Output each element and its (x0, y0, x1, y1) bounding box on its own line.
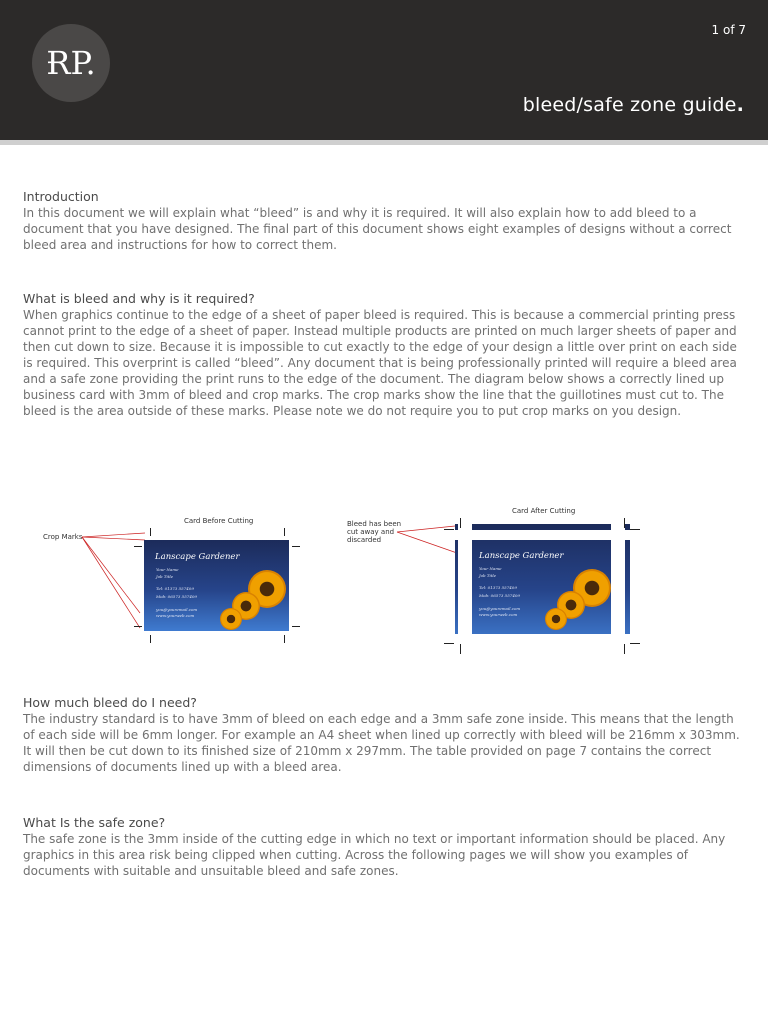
cut-strip (450, 530, 635, 540)
bleed-section (23, 291, 745, 419)
logo-icon: ɌP. (32, 24, 110, 102)
crop-mark (292, 546, 300, 547)
safe-zone-heading: What Is the safe zone? (23, 815, 166, 830)
card-tel: Tel: 01373 557409 (156, 586, 194, 591)
card-name: Lanscape Gardener (155, 552, 240, 562)
crop-mark (630, 643, 640, 644)
header-divider (0, 140, 768, 145)
card-email: you@youremail.com (156, 607, 198, 612)
cut-strip (450, 634, 635, 644)
how-much-text: The industry standard is to have 3mm of bleed on each edge and a 3mm safe zone inside. This means that the length of each side will be 6mm longer. For example an A4 sheet when lined up correctly with bleed will be 216mm x 303mm. It will then be cut down to its finished size of 210mm x 297mm. The table provided on page 7 contains the correct dimensions of documents lined up with a bleed area. (23, 712, 740, 774)
page-number: 1 of 7 (711, 23, 746, 37)
card-job-title: Job Title (479, 573, 497, 578)
bleed-cut-label-line: Bleed has been (347, 520, 402, 528)
card-web: www.yourweb.com (479, 612, 518, 617)
document-title-dot: . (736, 94, 744, 116)
card-job-title: Job Title (156, 574, 174, 579)
bleed-cut-label-line: cut away and (347, 528, 395, 536)
intro-section (23, 189, 745, 253)
card-tel: Tel: 01373 557409 (479, 585, 517, 590)
crop-mark (444, 529, 454, 530)
crop-mark (460, 644, 461, 654)
before-cutting-label: Card Before Cutting (184, 517, 254, 525)
intro-heading: Introduction (23, 189, 99, 204)
how-much-heading: How much bleed do I need? (23, 695, 197, 710)
bleed-cut-label (347, 520, 401, 544)
intro-text: In this document we will explain what “bleed” is and why it is required. It will also explain how to add bleed to a document that you have designed. The final part of this document shows eight examples of designs without a correct bleed area and instructions for how to correct them. (23, 206, 732, 252)
crop-mark (444, 643, 454, 644)
sunflower-icon (220, 608, 242, 630)
card-mob: Mob: 06573 557409 (156, 594, 197, 599)
crop-mark (292, 626, 300, 627)
crop-mark (624, 518, 625, 528)
card-mob: Mob: 06573 557409 (479, 593, 520, 598)
sunflower-icon (545, 608, 567, 630)
after-cutting-label: Card After Cutting (512, 507, 576, 515)
crop-mark (284, 635, 285, 643)
bleed-text: When graphics continue to the edge of a sheet of paper bleed is required. This is because a commercial printing press cannot print to the edge of a sheet of paper. Instead multiple products are printed on much larger sheets of paper and then cut down to size. Because it is impossible to cut exactly to the edge of your design a little over print on each side is required. This overprint is called “bleed”. Any document that is being professionally printed will require a bleed area and a safe zone providing the print runs to the edge of the document. The diagram below shows a correctly lined up business card with 3mm of bleed and crop marks. The crop marks show the line that the guillotines must cut to. The bleed is the area outside of these marks. Please note we do not require you to put crop marks on you design. (23, 308, 737, 418)
crop-mark (150, 528, 151, 536)
card-email: you@youremail.com (479, 606, 521, 611)
bleed-cut-label-line: discarded (347, 536, 382, 544)
document-title-text: bleed/safe zone guide (522, 94, 737, 116)
crop-mark (284, 528, 285, 536)
card-before-cutting (144, 540, 289, 631)
card-after-cutting (455, 524, 630, 644)
crop-mark (150, 635, 151, 643)
header-bar (0, 0, 768, 140)
crop-mark (134, 626, 142, 627)
crop-mark (624, 644, 625, 654)
card-name: Lanscape Gardener (479, 551, 564, 561)
crop-mark (630, 529, 640, 530)
card-your-name: Your Name (479, 566, 502, 571)
how-much-section (23, 695, 745, 775)
card-web: www.yourweb.com (156, 613, 195, 618)
crop-marks-label: Crop Marks (43, 533, 83, 541)
bleed-heading: What is bleed and why is it required? (23, 291, 255, 306)
bleed-diagram (0, 500, 768, 660)
crop-mark (460, 518, 461, 528)
safe-zone-section (23, 815, 745, 879)
card-your-name: Your Name (156, 567, 179, 572)
safe-zone-text: The safe zone is the 3mm inside of the cutting edge in which no text or important information should be placed. Any graphics in this area risk being clipped when cutting. Across the following pages we will show you examples of documents with suitable and unsuitable bleed and safe zones. (23, 832, 726, 878)
crop-mark (134, 546, 142, 547)
document-title (523, 94, 744, 116)
